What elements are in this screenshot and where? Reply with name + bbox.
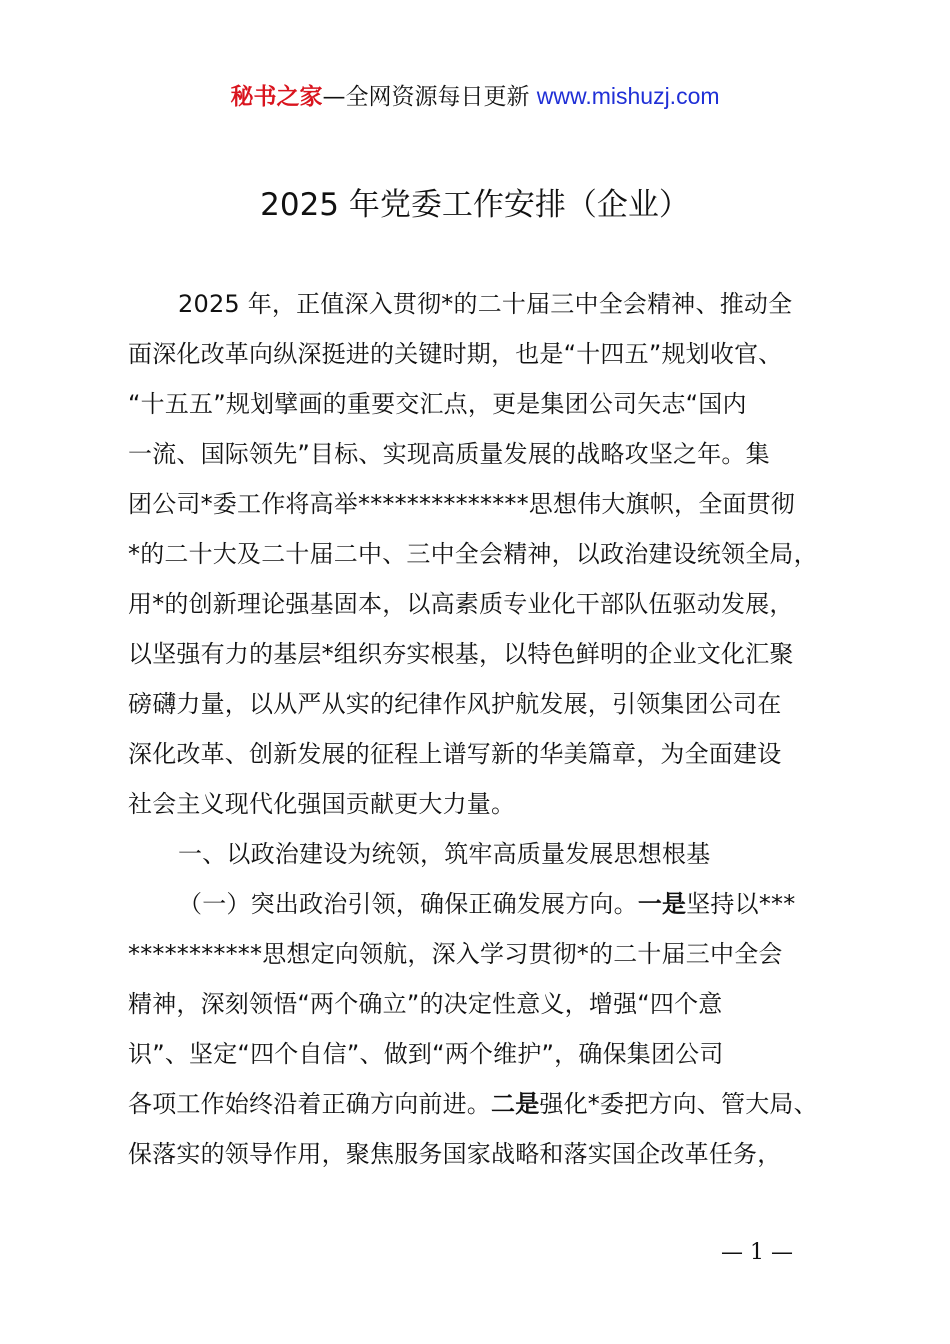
subsection-line — [128, 886, 828, 936]
document-title: 2025 年党委工作安排（企业） — [260, 187, 690, 223]
banner-brand: 秘书之家 — [230, 84, 323, 110]
body-line: “十五五”规划擘画的重要交汇点，更是集团公司矢志“国内 — [128, 390, 747, 418]
body-line: 2025 年，正值深入贯彻*的二十届三中全会精神、推动全 — [178, 290, 793, 318]
site-banner — [0, 80, 950, 113]
body-line: 以坚强有力的基层*组织夯实根基，以特色鲜明的企业文化汇聚 — [128, 640, 794, 668]
body-line: 社会主义现代化强国贡献更大力量。 — [128, 790, 516, 818]
body-line: 一流、国际领先”目标、实现高质量发展的战略攻坚之年。集 — [128, 440, 770, 468]
body-line: 用*的创新理论强基固本，以高素质专业化干部队伍驱动发展， — [128, 590, 794, 618]
point-marker-first: 一是 — [637, 890, 687, 918]
point-marker-second: 二是 — [491, 1090, 540, 1118]
body-line — [128, 1086, 828, 1136]
document-body — [128, 286, 828, 1186]
body-line: 面深化改革向纵深挺进的关键时期，也是“十四五”规划收官、 — [128, 340, 783, 368]
point-text: 坚持以*** — [686, 890, 796, 918]
section-heading: 一、以政治建设为统领，筑牢高质量发展思想根基 — [178, 840, 711, 868]
point-text: 强化*委把方向、管大局、 — [539, 1090, 818, 1118]
body-line: 磅礴力量，以从严从实的纪律作风护航发展，引领集团公司在 — [128, 690, 782, 718]
body-line: 保落实的领导作用，聚焦服务国家战略和落实国企改革任务， — [128, 1140, 782, 1168]
body-line: ***********思想定向领航，深入学习贯彻*的二十届三中全会 — [128, 940, 783, 968]
body-line: 团公司*委工作将高举**************思想伟大旗帜，全面贯彻 — [128, 490, 795, 518]
body-line: *的二十大及二十届二中、三中全会精神，以政治建设统领全局， — [128, 540, 818, 568]
point-text: 各项工作始终沿着正确方向前进。 — [128, 1090, 491, 1118]
body-line: 精神，深刻领悟“两个确立”的决定性意义，增强“四个意 — [128, 990, 723, 1018]
page-number: — 1 — — [721, 1240, 793, 1265]
banner-slogan: —全网资源每日更新 — [322, 84, 530, 110]
body-line: 深化改革、创新发展的征程上谱写新的华美篇章，为全面建设 — [128, 740, 782, 768]
body-line: 识”、坚定“四个自信”、做到“两个维护”，确保集团公司 — [128, 1040, 724, 1068]
subsection-heading: （一）突出政治引领，确保正确发展方向。 — [178, 890, 638, 918]
banner-url-link[interactable]: www.mishuzj.com — [536, 83, 720, 109]
